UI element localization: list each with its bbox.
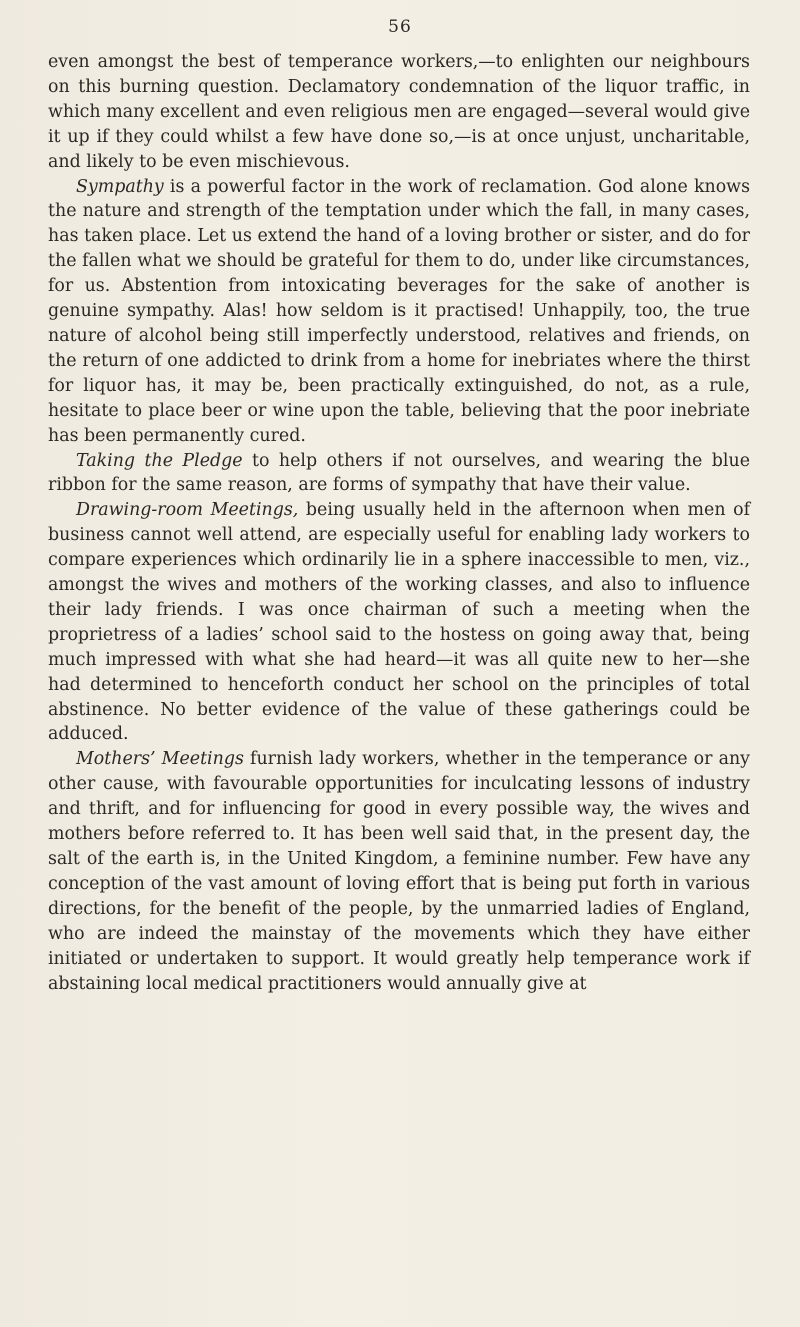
page-number: 56: [388, 17, 412, 37]
paragraph-text: furnish lady workers, whether in the temperance or any other cause, with favourable opportunities for inculcating lessons of industry and thrift, and for influencing for good in every possible way, the wives and mothers before referred to. It has been well said that, in the present day, the salt of the earth is, in the United Kingdom, a feminine number. Few have any conception of the vast amount of loving effort that is being put forth in various directions, for the benefit of the people, by the unmarried ladies of England, who are indeed the mainstay of the movements which they have either initiated or undertaken to support. It would greatly help temperance work if abstaining local medical practitioners would annually give at: [48, 749, 750, 994]
paragraph-sympathy: [48, 175, 750, 449]
paragraph-text: to help others if not ourselves, and wearing the blue ribbon for the same reason, are forms of sympathy that have their value.: [48, 450, 750, 496]
paragraph-taking-the-pledge: [48, 449, 750, 499]
paragraph-heading: Mothers’ Meetings: [76, 749, 244, 770]
paragraph-drawing-room-meetings: [48, 498, 750, 747]
paragraph-heading: Sympathy: [76, 176, 164, 197]
paragraph-text: even amongst the best of temperance workers,—to enlighten our neighbours on this burning question. Declamatory condemnation of the liquor traffic, in which many excellent and even religious men are engaged—several would give it up if they could whilst a few have done so,—is at once unjust, uncharitable, and likely to be even mischievous.: [48, 52, 750, 172]
paragraph-text: is a powerful factor in the work of reclamation. God alone knows the nature and strength of the temptation under which the fall, in many cases, has taken place. Let us extend the hand of a loving brother or sister, and do for the fallen what we should be grateful for them to do, under like circumstances, for us. Abstention from intoxicating beverages for the sake of another is genuine sympathy. Alas! how seldom is it practised! Unhappily, too, the true nature of alcohol being still imperfectly understood, relatives and friends, on the return of one addicted to drink from a home for inebriates where the thirst for liquor has, it may be, been practically extinguished, do not, as a rule, hesitate to place beer or wine upon the table, believing that the poor inebriate has been permanently cured.: [48, 176, 750, 446]
paragraph-continuation: [48, 50, 750, 175]
paragraph-mothers-meetings: [48, 747, 750, 996]
paragraph-heading: Drawing-room Meetings,: [76, 500, 299, 521]
paragraph-text: being usually held in the afternoon when men of business cannot well attend, are especially useful for enabling lady workers to compare experiences which ordinarily lie in a sphere inaccessible to men, viz., amongst the wives and mothers of the working classes, and also to influence their lady friends. I was once chairman of such a meeting when the proprietress of a ladies’ school said to the hostess on going away that, being much impressed with what she had heard—it was all quite new to her—she had determined to henceforth conduct her school on the principles of total abstinence. No better evidence of the value of these gatherings could be adduced.: [48, 500, 750, 745]
paragraph-heading: Taking the Pledge: [76, 450, 243, 471]
body-text: [48, 50, 750, 996]
